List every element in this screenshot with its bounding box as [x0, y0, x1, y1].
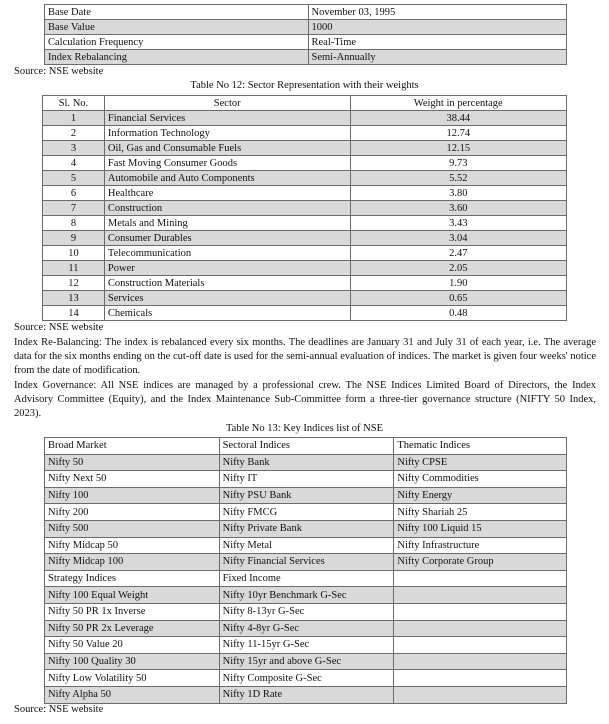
table-cell: Construction [104, 201, 350, 216]
table-cell: 6 [43, 186, 105, 201]
table-cell: Base Value [45, 20, 309, 35]
table-cell: Strategy Indices [45, 570, 220, 587]
table-row [45, 50, 567, 65]
table-cell: 1 [43, 111, 105, 126]
table-row [43, 156, 567, 171]
table-cell: 2.05 [350, 261, 567, 276]
table-cell: Base Date [45, 5, 309, 20]
sl-no-header: Sl. No. [43, 96, 105, 111]
table-cell: 0.48 [350, 306, 567, 321]
table-header-row [43, 96, 567, 111]
table-cell: Nifty IT [219, 471, 394, 488]
table-cell [394, 653, 567, 670]
source-note: Source: NSE website [14, 704, 104, 715]
table-cell: Nifty 10yr Benchmark G-Sec [219, 587, 394, 604]
table-cell: Telecommunication [104, 246, 350, 261]
table-row [45, 554, 567, 571]
table-cell: Nifty 100 Equal Weight [45, 587, 220, 604]
table-cell: Nifty 100 [45, 487, 220, 504]
table-cell: Chemicals [104, 306, 350, 321]
table-cell: 7 [43, 201, 105, 216]
table-row [45, 537, 567, 554]
table-row [45, 570, 567, 587]
table-cell: 0.65 [350, 291, 567, 306]
table-cell: 3.60 [350, 201, 567, 216]
table-cell: Metals and Mining [104, 216, 350, 231]
table-row [43, 141, 567, 156]
table-row [45, 670, 567, 687]
table-row [43, 171, 567, 186]
table-cell: Financial Services [104, 111, 350, 126]
table-cell: 9 [43, 231, 105, 246]
table-cell: Nifty FMCG [219, 504, 394, 521]
table-cell: Information Technology [104, 126, 350, 141]
table-cell: Nifty 100 Quality 30 [45, 653, 220, 670]
table-row [43, 291, 567, 306]
table-cell: Real-Time [308, 35, 567, 50]
table-cell: Nifty Infrastructure [394, 537, 567, 554]
table-row [43, 186, 567, 201]
index-details-table [44, 4, 567, 65]
sector-header: Sector [104, 96, 350, 111]
table-cell: 4 [43, 156, 105, 171]
table-row [43, 276, 567, 291]
table-cell: Automobile and Auto Components [104, 171, 350, 186]
table-cell: 11 [43, 261, 105, 276]
table-cell: Nifty 11-15yr G-Sec [219, 637, 394, 654]
table-row [43, 126, 567, 141]
table-row [43, 111, 567, 126]
table-cell: Fast Moving Consumer Goods [104, 156, 350, 171]
table-cell: Nifty 50 PR 1x Inverse [45, 603, 220, 620]
table-row [45, 35, 567, 50]
table-13-caption: Table No 13: Key Indices list of NSE [225, 423, 384, 434]
table-row [45, 5, 567, 20]
table-cell: Nifty Metal [219, 537, 394, 554]
table-row [45, 603, 567, 620]
table-cell: Nifty Bank [219, 454, 394, 471]
table-cell [394, 603, 567, 620]
table-cell: Nifty Financial Services [219, 554, 394, 571]
table-row [45, 653, 567, 670]
table-cell: Nifty Energy [394, 487, 567, 504]
table-cell: Nifty Shariah 25 [394, 504, 567, 521]
table-cell: Nifty Composite G-Sec [219, 670, 394, 687]
table-row [43, 201, 567, 216]
table-cell: Sectoral Indices [219, 438, 394, 455]
table-cell: 5.52 [350, 171, 567, 186]
table-row [43, 216, 567, 231]
weight-header: Weight in percentage [350, 96, 567, 111]
table-cell: 1.90 [350, 276, 567, 291]
table-cell: 5 [43, 171, 105, 186]
table-cell [394, 587, 567, 604]
table-cell: Nifty 4-8yr G-Sec [219, 620, 394, 637]
table-cell: 14 [43, 306, 105, 321]
table-cell: 3 [43, 141, 105, 156]
table-cell: Nifty 50 Value 20 [45, 637, 220, 654]
table-row [45, 620, 567, 637]
table-cell: Thematic Indices [394, 438, 567, 455]
table-cell: Nifty Private Bank [219, 520, 394, 537]
table-cell: Nifty CPSE [394, 454, 567, 471]
table-row [45, 587, 567, 604]
table-cell: Nifty 15yr and above G-Sec [219, 653, 394, 670]
table-row [45, 471, 567, 488]
table-cell: 3.43 [350, 216, 567, 231]
table-cell [394, 686, 567, 703]
table-cell: Nifty 100 Liquid 15 [394, 520, 567, 537]
table-row [45, 637, 567, 654]
table-cell: Nifty 1D Rate [219, 686, 394, 703]
table-cell: Nifty Next 50 [45, 471, 220, 488]
table-cell: Nifty PSU Bank [219, 487, 394, 504]
table-cell: Nifty Corporate Group [394, 554, 567, 571]
table-cell [394, 670, 567, 687]
table-row [45, 520, 567, 537]
sector-weights-table [42, 95, 567, 321]
key-indices-body [45, 438, 567, 704]
table-row [45, 438, 567, 455]
key-indices-table [44, 437, 567, 704]
table-cell: 38.44 [350, 111, 567, 126]
table-cell: Nifty 200 [45, 504, 220, 521]
table-cell: Oil, Gas and Consumable Fuels [104, 141, 350, 156]
table-cell: 3.80 [350, 186, 567, 201]
table-row [43, 231, 567, 246]
rebalancing-paragraph: Index Re-Balancing: The index is rebalanced every six months. The deadlines are January 31 and July 31 of each year, i.e. The average data for the six months ending on the cut-off date is used for the semi-annual evaluation of indices. The market is given four weeks' notice from the date of modification. [14, 337, 596, 377]
table-cell: 12.74 [350, 126, 567, 141]
table-row [45, 454, 567, 471]
table-cell [394, 570, 567, 587]
governance-paragraph: Index Governance: All NSE indices are managed by a professional crew. The NSE Indices Limited Board of Directors, the Index Advisory Committee (Equity), and the Index Maintenance Sub-Committee form a three-tier governance structure (NIFTY 50 Index, 2023). [14, 380, 596, 420]
table-row [45, 504, 567, 521]
table-cell: 10 [43, 246, 105, 261]
table-row [43, 261, 567, 276]
table-12-caption: Table No 12: Sector Representation with their weights [190, 80, 419, 91]
sector-weights-body [43, 111, 567, 321]
source-note: Source: NSE website [14, 322, 104, 333]
table-cell: Nifty 8-13yr G-Sec [219, 603, 394, 620]
table-row [43, 246, 567, 261]
table-cell: 13 [43, 291, 105, 306]
table-cell: Index Rebalancing [45, 50, 309, 65]
table-cell [394, 620, 567, 637]
table-cell: Broad Market [45, 438, 220, 455]
table-cell: Services [104, 291, 350, 306]
table-cell: Power [104, 261, 350, 276]
table-cell: Nifty Low Volatility 50 [45, 670, 220, 687]
table-cell: Nifty Commodities [394, 471, 567, 488]
table-cell: Nifty Midcap 50 [45, 537, 220, 554]
table-cell: Construction Materials [104, 276, 350, 291]
table-cell: Nifty 50 PR 2x Leverage [45, 620, 220, 637]
table-cell: 12 [43, 276, 105, 291]
table-cell: Healthcare [104, 186, 350, 201]
table-cell: Nifty 50 [45, 454, 220, 471]
table-cell: 2 [43, 126, 105, 141]
table-cell: Fixed Income [219, 570, 394, 587]
table-cell: 2.47 [350, 246, 567, 261]
table-cell: Semi-Annually [308, 50, 567, 65]
table-cell [394, 637, 567, 654]
table-row [45, 686, 567, 703]
table-cell: November 03, 1995 [308, 5, 567, 20]
table-cell: Nifty Alpha 50 [45, 686, 220, 703]
source-note: Source: NSE website [14, 66, 104, 77]
index-details-body [45, 5, 567, 65]
table-cell: Nifty 500 [45, 520, 220, 537]
table-cell: Nifty Midcap 100 [45, 554, 220, 571]
table-row [43, 306, 567, 321]
table-row [45, 487, 567, 504]
table-cell: Calculation Frequency [45, 35, 309, 50]
table-cell: 1000 [308, 20, 567, 35]
table-cell: 12.15 [350, 141, 567, 156]
table-row [45, 20, 567, 35]
table-cell: 3.04 [350, 231, 567, 246]
table-cell: 8 [43, 216, 105, 231]
table-cell: Consumer Durables [104, 231, 350, 246]
table-cell: 9.73 [350, 156, 567, 171]
